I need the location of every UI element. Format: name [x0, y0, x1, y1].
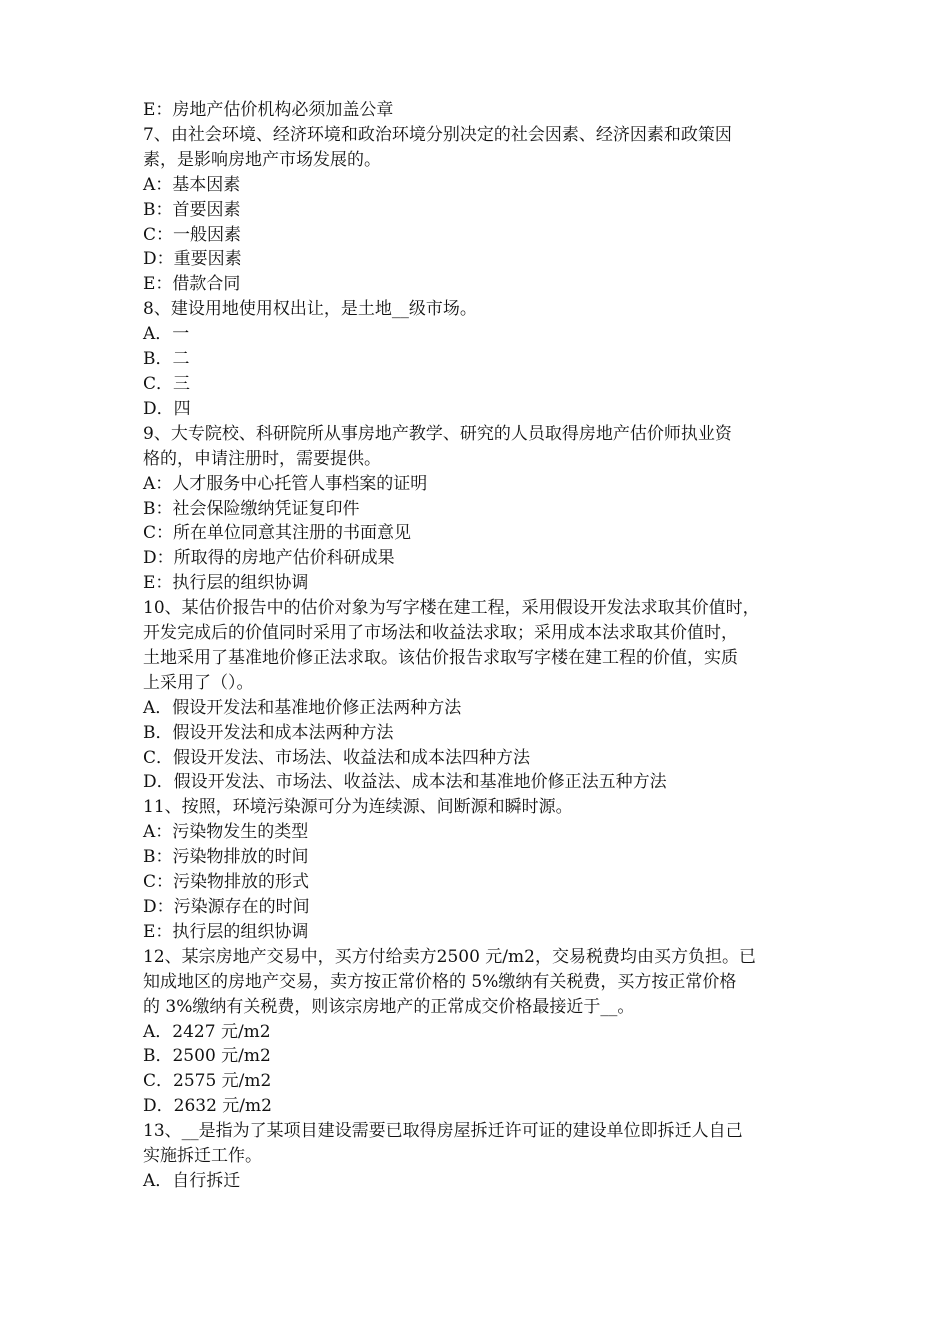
question-10-option-a: A．假设开发法和基准地价修正法两种方法 [143, 697, 462, 718]
question-8-option-c: C．三 [143, 373, 191, 394]
question-10-option-b: B．假设开发法和成本法两种方法 [143, 722, 394, 743]
question-7-text: 素，是影响房地产市场发展的。 [143, 149, 381, 170]
question-10-text: 10、某估价报告中的估价对象为写字楼在建工程，采用假设开发法求取其价值时， [143, 598, 760, 619]
question-11-option-e: E：执行层的组织协调 [143, 921, 309, 942]
question-11-text: 11、按照，环境污染源可分为连续源、间断源和瞬时源。 [143, 797, 573, 818]
question-7-option-c: C：一般因素 [143, 224, 242, 245]
question-12-text: 的 3%缴纳有关税费，则该宗房地产的正常成交价格最接近于__。 [143, 996, 635, 1017]
document-page [143, 98, 815, 1194]
question-9-option-b: B：社会保险缴纳凭证复印件 [143, 498, 360, 519]
question-9-text: 9、大专院校、科研院所从事房地产教学、研究的人员取得房地产估价师执业资 [143, 423, 732, 444]
question-7-text: 7、由社会环境、经济环境和政治环境分别决定的社会因素、经济因素和政策因 [143, 124, 732, 145]
question-12-option-d: D．2632 元/m2 [143, 1096, 272, 1117]
question-8-text: 8、建设用地使用权出让，是土地__级市场。 [143, 299, 477, 320]
question-9-option-c: C：所在单位同意其注册的书面意见 [143, 523, 412, 544]
question-8-option-d: D．四 [143, 398, 191, 419]
question-11-option-a: A：污染物发生的类型 [143, 822, 309, 843]
question-10-option-d: D．假设开发法、市场法、收益法、成本法和基准地价修正法五种方法 [143, 772, 667, 793]
question-12-text: 12、某宗房地产交易中，买方付给卖方2500 元/m2，交易税费均由买方负担。已 [143, 946, 756, 967]
question-12-option-c: C．2575 元/m2 [143, 1071, 272, 1092]
question-12-text: 知成地区的房地产交易，卖方按正常价格的 5%缴纳有关税费，买方按正常价格 [143, 971, 737, 992]
question-7-option-a: A：基本因素 [143, 174, 241, 195]
question-11-option-b: B：污染物排放的时间 [143, 847, 309, 868]
text-line: E：房地产估价机构必须加盖公章 [143, 100, 394, 120]
question-11-option-d: D：污染源存在的时间 [143, 897, 310, 917]
question-10-text: 土地采用了基准地价修正法求取。该估价报告求取写字楼在建工程的价值，实质 [143, 647, 738, 668]
question-13-text: 实施拆迁工作。 [143, 1146, 262, 1167]
question-8-option-b: B．二 [143, 349, 190, 370]
question-8-option-a: A．一 [143, 324, 190, 345]
question-9-option-a: A：人才服务中心托管人事档案的证明 [143, 473, 428, 494]
question-7-option-d: D：重要因素 [143, 249, 242, 270]
question-10-text: 开发完成后的价值同时采用了市场法和收益法求取；采用成本法求取其价值时， [143, 623, 738, 644]
question-7-option-b: B：首要因素 [143, 199, 241, 220]
question-12-option-b: B．2500 元/m2 [143, 1046, 271, 1067]
question-9-option-e: E：执行层的组织协调 [143, 573, 309, 594]
question-13-option-a: A．自行拆迁 [143, 1170, 241, 1191]
question-11-option-c: C：污染物排放的形式 [143, 872, 310, 893]
question-13-text: 13、__是指为了某项目建设需要已取得房屋拆迁许可证的建设单位即拆迁人自己 [143, 1121, 743, 1142]
question-7-option-e: E：借款合同 [143, 274, 241, 295]
question-9-text: 格的，申请注册时，需要提供。 [143, 448, 381, 469]
question-9-option-d: D：所取得的房地产估价科研成果 [143, 548, 395, 569]
question-12-option-a: A．2427 元/m2 [143, 1021, 271, 1042]
question-10-option-c: C．假设开发法、市场法、收益法和成本法四种方法 [143, 747, 531, 768]
question-10-text: 上采用了（）。 [143, 672, 254, 693]
